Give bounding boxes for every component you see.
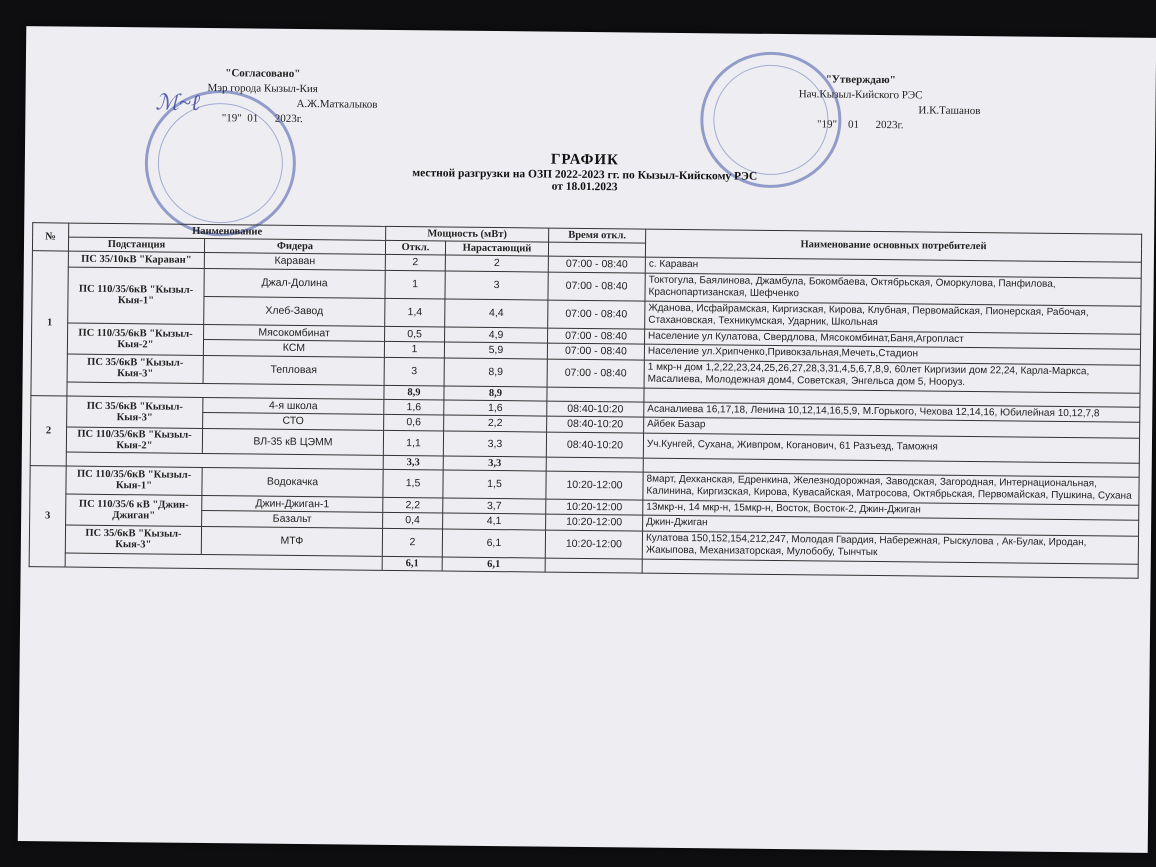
- approval-position: Нач.Кызыл-Кийского РЭС: [798, 88, 923, 102]
- approval-person: А.Ж.Маткалыков: [296, 97, 378, 111]
- feeder-name: Джал-Долина: [204, 268, 385, 298]
- total-cumulative: 8,9: [444, 386, 547, 401]
- consumers: 1 мкр-н дом 1,2,22,23,24,25,26,27,28,3,31,4,5,6,7,8,9, 60лет Киргизии дом 22,24, Карла-Маркса, Масалиева, Молодежная дом4, Советская, Энгельса дом 5, Нооруз.: [644, 360, 1140, 393]
- title-main: ГРАФИК: [550, 151, 620, 169]
- consumers: Кулатова 150,152,154,212,247, Молодая Гвардия, Набережная, Рыскулова , Ак-Булак, Иродан, Жакыпова, Механизаторская, Мулобобу, Тынчтык: [642, 531, 1138, 564]
- substation-name: ПС 110/35/6кВ "Кызыл-Кыя-1": [66, 466, 202, 495]
- header-num: №: [32, 223, 68, 251]
- consumers: с. Караван: [645, 257, 1141, 278]
- substation-name: ПС 110/35/6кВ "Кызыл-Кыя-1": [68, 267, 205, 324]
- power-off: 1,1: [383, 430, 443, 456]
- consumers: Асаналиева 16,17,18, Ленина 10,12,14,16,5,9, М.Горького, Чехова 12,14,16, Юбилейная 10,12,7,8: [644, 402, 1140, 423]
- header-name: Наименование: [69, 223, 386, 240]
- substation-name: ПС 110/35/6кВ "Кызыл-Кыя-2": [66, 427, 202, 453]
- header-cumulative: Нарастающий: [445, 241, 548, 256]
- approval-date: "19" 01 2023г.: [816, 118, 904, 132]
- feeder-name: 4-я школа: [203, 397, 384, 414]
- substation-name: ПС 35/6кВ "Кызыл-Кыя-3": [67, 354, 203, 383]
- power-off: 1: [384, 341, 444, 357]
- approval-person: И.К.Ташанов: [918, 104, 981, 118]
- header-power: Мощность (мВт): [386, 226, 549, 242]
- header-feeder: Фидера: [204, 238, 385, 254]
- approval-date: "19" 01 2023г.: [221, 112, 303, 126]
- feeder-name: Мясокомбинат: [204, 324, 385, 341]
- consumers: 8март, Дехканская, Едренкина, Железнодорожная, Заводская, Загородная, Интернациональная, Калинина, Киргизская, Кирова, Кувасайская, Матросова, Октябрьская, Первомайская, Пушкина, Сухана: [643, 472, 1139, 505]
- substation-name: ПС 35/10кВ "Караван": [68, 251, 204, 268]
- off-time: 08:40-10:20: [546, 432, 643, 458]
- title-subtitle: местной разгрузки на ОЗП 2022-2023 гг. по Кызыл-Кийскому РЭС: [412, 167, 758, 183]
- total-off: 8,9: [384, 385, 444, 400]
- off-time: 10:20-12:00: [546, 514, 643, 531]
- off-time: 07:00 - 08:40: [547, 343, 644, 360]
- group-number: 2: [30, 395, 67, 465]
- off-time: 10:20-12:00: [545, 530, 642, 559]
- power-off: 0,4: [383, 512, 443, 528]
- substation-name: ПС 35/6кВ "Кызыл-Кыя-3": [65, 525, 201, 554]
- feeder-name: ВЛ-35 кВ ЦЭММ: [202, 428, 383, 455]
- consumers: Джин-Джиган: [643, 515, 1139, 536]
- table-body: [29, 251, 1141, 578]
- group-number: 1: [31, 251, 69, 396]
- power-cumulative: 4,9: [445, 327, 548, 344]
- off-time: 07:00 - 08:40: [548, 272, 645, 301]
- signature-left: ℳ~ℓ: [155, 89, 201, 115]
- feeder-name: Караван: [204, 252, 385, 269]
- feeder-name: Базальт: [202, 510, 383, 527]
- power-off: 1,6: [384, 399, 444, 415]
- off-time: 10:20-12:00: [546, 471, 643, 500]
- power-cumulative: 4,1: [443, 513, 546, 530]
- off-time: 07:00 - 08:40: [548, 256, 645, 273]
- document-title: [325, 149, 845, 195]
- off-time: 10:20-12:00: [546, 499, 643, 516]
- substation-name: ПС 35/6кВ "Кызыл-Кыя-3": [67, 396, 203, 428]
- power-cumulative: 1,5: [443, 469, 546, 498]
- title-date: от 18.01.2023: [551, 180, 618, 194]
- total-cumulative: 3,3: [443, 455, 546, 470]
- power-cumulative: 2: [445, 255, 548, 272]
- total-off: 6,1: [382, 556, 442, 571]
- consumers: Население ул.Хрипченко,Привокзальная,Мечеть,Стадион: [644, 344, 1140, 365]
- power-off: 2: [382, 528, 442, 557]
- feeder-name: КСМ: [203, 339, 384, 356]
- consumers: Уч.Кунгей, Сухана, Живпром, Коганович, 61 Разъезд, Таможня: [643, 433, 1139, 463]
- power-cumulative: 3,3: [443, 430, 546, 456]
- power-off: 2,2: [383, 497, 443, 513]
- power-off: 2: [385, 254, 445, 270]
- power-off: 1,4: [385, 298, 445, 327]
- schedule-table: [29, 222, 1143, 578]
- approval-heading: "Согласовано": [225, 67, 301, 80]
- feeder-name: Джин-Джиган-1: [202, 495, 383, 512]
- total-cumulative: 6,1: [442, 556, 545, 571]
- power-cumulative: 3,7: [443, 497, 546, 514]
- power-cumulative: 2,2: [444, 415, 547, 432]
- power-off: 1: [385, 270, 445, 299]
- feeder-name: Тепловая: [203, 355, 384, 385]
- off-time: 07:00 - 08:40: [547, 359, 644, 388]
- feeder-name: МТФ: [201, 526, 382, 556]
- header-substation: Подстанция: [68, 237, 204, 252]
- power-cumulative: 3: [445, 271, 548, 300]
- feeder-name: Водокачка: [202, 467, 383, 497]
- document-sheet: [18, 26, 1156, 853]
- power-cumulative: 5,9: [444, 342, 547, 359]
- power-off: 0,5: [385, 326, 445, 342]
- power-cumulative: 6,1: [442, 528, 545, 557]
- off-time: 08:40-10:20: [547, 401, 644, 418]
- substation-name: ПС 110/35/6 кВ "Джин-Джиган": [66, 494, 202, 526]
- feeder-name: Хлеб-Завод: [204, 296, 385, 326]
- consumers: Население ул Кулатова, Свердлова, Мясокомбинат,Баня,Агропласт: [645, 329, 1141, 350]
- total-off: 3,3: [383, 455, 443, 470]
- power-cumulative: 1,6: [444, 399, 547, 416]
- off-time: 08:40-10:20: [547, 416, 644, 433]
- approval-position: Мэр города Кызыл-Кия: [207, 82, 318, 96]
- header-off: Откл.: [385, 240, 445, 255]
- off-time: 07:00 - 08:40: [548, 328, 645, 345]
- off-time: 07:00 - 08:40: [548, 300, 645, 329]
- header-time: Время откл.: [549, 228, 646, 243]
- power-off: 0,6: [384, 414, 444, 430]
- consumers: Токтогула, Баялинова, Джамбула, Бокомбаева, Октябрьская, Оморкулова, Панфилова, Краснопартизанская, Шефченко: [645, 273, 1141, 306]
- approval-block-right: [740, 72, 981, 135]
- group-number: 3: [29, 465, 66, 566]
- power-off: 1,5: [383, 469, 443, 498]
- consumers: Жданова, Исфайрамская, Киргизская, Кирова, Клубная, Первомайская, Пионерская, Рабочая, Стахановская, Техникумская, Ударник, Школьная: [645, 301, 1141, 334]
- approval-heading: "Утверждаю": [825, 73, 896, 87]
- substation-name: ПС 110/35/6кВ "Кызыл-Кыя-2": [67, 323, 203, 355]
- feeder-name: СТО: [203, 412, 384, 429]
- power-off: 3: [384, 357, 444, 386]
- header-consumers: Наименование основных потребителей: [645, 229, 1141, 262]
- power-cumulative: 8,9: [444, 358, 547, 387]
- consumers: Айбек Базар: [644, 417, 1140, 438]
- power-cumulative: 4,4: [445, 299, 548, 328]
- consumers: 13мкр-н, 14 мкр-н, 15мкр-н, Восток, Восток-2, Джин-Джиган: [643, 500, 1139, 521]
